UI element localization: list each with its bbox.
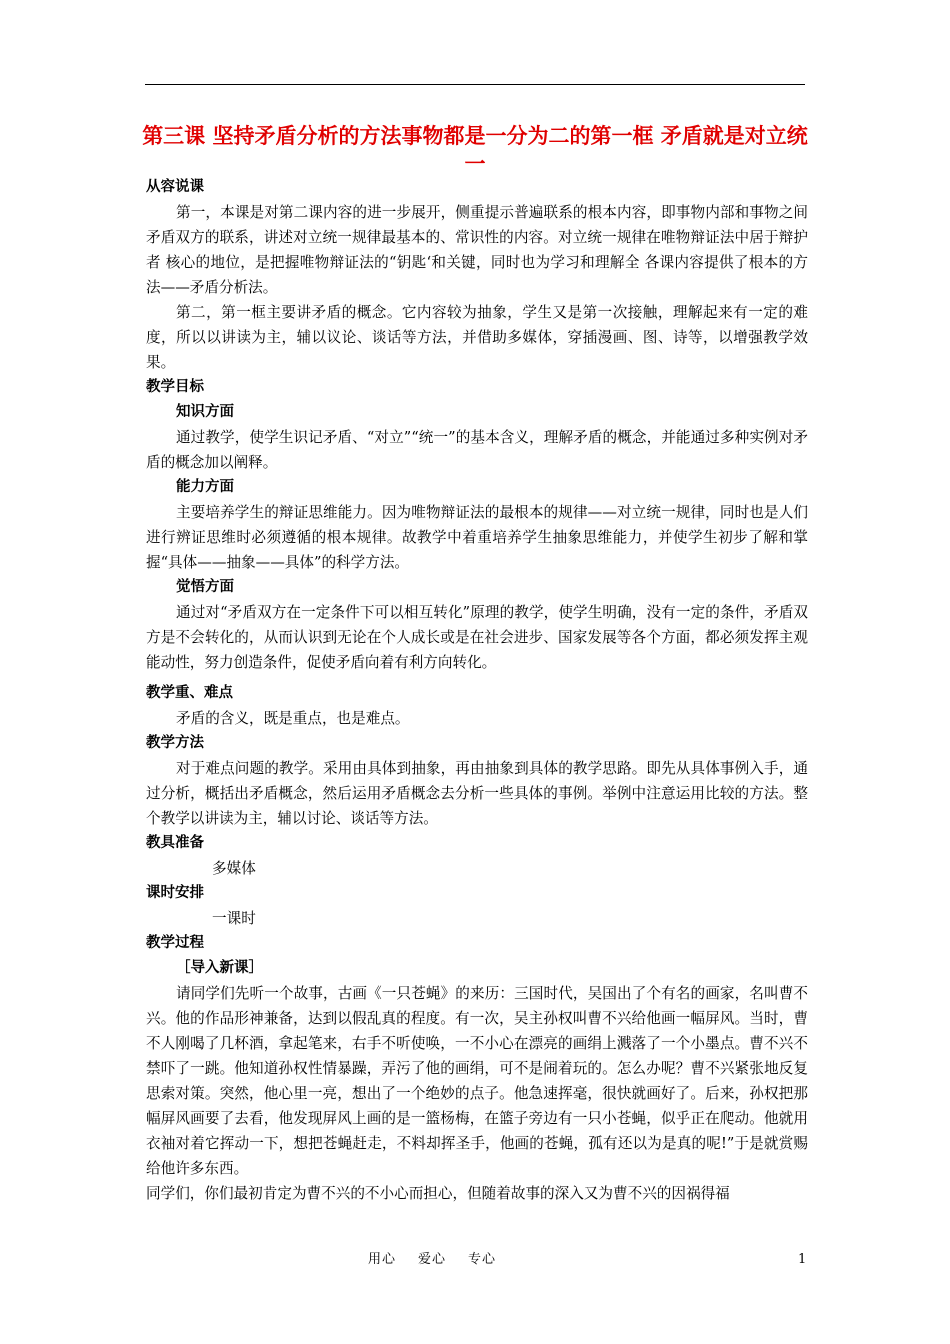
section-heading-fangfa: 教学方法 (146, 735, 204, 751)
paragraph-nengli: 主要培养学生的辩证思维能力。因为唯物辩证法的最根本的规律——对立统一规律，同时也是人们进行辨证思维时必须遵循的根本规律。故教学中着重培养学生抽象思维能力，并使学生初步了解和掌握“具体——抽象——具体”的科学方法。 (146, 504, 808, 571)
subheading-nengli: 能力方面 (176, 479, 234, 495)
subheading-zhishi: 知识方面 (176, 404, 234, 420)
paragraph-juewu: 通过对“矛盾双方在一定条件下可以相互转化”原理的教学，使学生明确，没有一定的条件，矛盾双方是不会转化的，从而认识到无论在个人成长或是在社会进步、国家发展等各个方面，都必须发挥主观能动性，努力创造条件，促使矛盾向着有利方向转化。 (146, 604, 808, 671)
paragraph-keshi: 一课时 (212, 910, 256, 927)
section-heading-zhongnan: 教学重、难点 (146, 685, 233, 701)
page-footer (0, 1250, 950, 1270)
footer-motto-item: 爱心 (418, 1252, 447, 1267)
paragraph-jiaoju: 多媒体 (212, 860, 256, 877)
section-heading-keshi: 课时安排 (146, 885, 204, 901)
subheading-juewu: 觉悟方面 (176, 579, 234, 595)
footer-motto-item: 用心 (368, 1252, 397, 1267)
paragraph-zhishi: 通过教学，使学生识记矛盾、“对立”“统一”的基本含义，理解矛盾的概念，并能通过多种实例对矛盾的概念加以阐释。 (146, 429, 808, 471)
section-heading-jiaoju: 教具准备 (146, 835, 204, 851)
section-heading-guocheng: 教学过程 (146, 935, 204, 951)
paragraph-shuoke-1: 第一，本课是对第二课内容的进一步展开，侧重提示普遍联系的根本内容，即事物内部和事物之间矛盾双方的联系，讲述对立统一规律最基本的、常识性的内容。对立统一规律在唯物辩证法中居于辩护者 核心的地位，是把握唯物辩证法的“钥匙‘和关键，同时也为学习和理解全 各课内容提供了根本的方法——矛盾分析法。 (146, 204, 808, 296)
header-rule (145, 84, 805, 85)
page-title: 第三课 坚持矛盾分析的方法事物都是一分为二的第一框 矛盾就是对立统一 (142, 124, 808, 176)
paragraph-fangfa: 对于难点问题的教学。采用由具体到抽象，再由抽象到具体的教学思路。即先从具体事例入手，通过分析，概括出矛盾概念，然后运用矛盾概念去分析一些具体的事例。举例中注意运用比较的方法。整个教学以讲读为主，辅以讨论、谈话等方法。 (146, 760, 808, 827)
paragraph-shuoke-2: 第二，第一框主要讲矛盾的概念。它内容较为抽象，学生又是第一次接触，理解起来有一定的难度，所以以讲读为主，辅以议论、谈话等方法，并借助多媒体，穿插漫画、图、诗等，以增强教学效果。 (146, 304, 808, 371)
document-body (146, 175, 808, 1206)
section-heading-shuoke: 从容说课 (146, 179, 204, 195)
paragraph-closing: 同学们，你们最初肯定为曹不兴的不小心而担心，但随着故事的深入又为曹不兴的因祸得福 (146, 1185, 730, 1202)
footer-motto-item: 专心 (468, 1252, 497, 1267)
paragraph-zhongnan: 矛盾的含义，既是重点，也是难点。 (176, 710, 410, 727)
subheading-daoru: ［导入新课］ (176, 960, 263, 976)
section-heading-mubiao: 教学目标 (146, 379, 204, 395)
paragraph-daoru: 请同学们先听一个故事，古画《一只苍蝇》的来历：三国时代，吴国出了个有名的画家，名叫曹不兴。他的作品形神兼备，达到以假乱真的程度。有一次，吴主孙权叫曹不兴给他画一幅屏风。当时，曹不人刚喝了几杯酒，拿起笔来，右手不听使唤，一不小心在漂亮的画绢上溅落了一个小墨点。曹不兴不禁吓了一跳。他知道孙权性情暴躁，弄污了他的画绢，可不是闹着玩的。怎么办呢？曹不兴紧张地反复思索对策。突然，他心里一亮，想出了一个绝妙的点子。他急速挥毫，很快就画好了。后来，孙权把那幅屏风画要了去看，他发现屏风上画的是一篮杨梅，在篮子旁边有一只小苍蝇，似乎正在爬动。他就用衣袖对着它挥动一下，想把苍蝇赶走，不料却挥圣手，他画的苍蝇，孤有还以为是真的呢!”于是就赏赐给他许多东西。 (146, 985, 808, 1177)
footer-motto (368, 1250, 518, 1270)
page-number: 1 (798, 1252, 807, 1267)
